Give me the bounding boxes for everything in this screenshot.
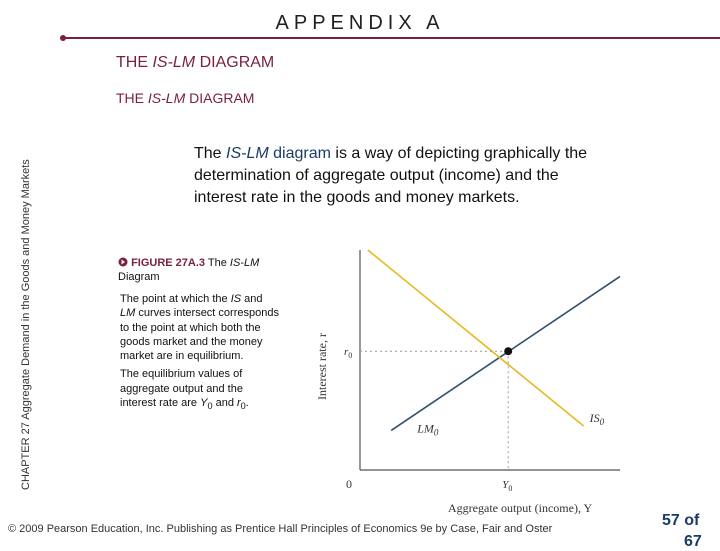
t1a: The point at which the [120,293,231,305]
figure-text-2 [120,367,280,413]
title-divider-dot-left [60,35,66,41]
series-layer [368,250,620,437]
t2b: Y [200,397,208,410]
slide-number: 57 of [662,512,700,529]
t2g: . [245,397,249,410]
slide-total: 67 [684,533,702,550]
figure-caption-suffix: Diagram [118,271,160,283]
series-label-is0: $IS_0$ [589,411,605,427]
x-axis-label: Aggregate output (income), Y [448,501,593,515]
figure-text-1 [120,292,280,363]
slide-title-suffix: DIAGRAM [195,54,275,71]
y-axis-label: Interest rate, r [315,333,329,400]
t2d: and [212,397,237,410]
t1c: and [241,293,263,305]
intro-highlight-em: IS-LM [226,145,269,162]
t2f: 0 [240,401,246,412]
figure-caption-prefix: The [205,257,230,269]
figure-caption [118,256,288,284]
figure-caption-em: IS-LM [229,257,260,269]
y-tick-label: $r_0$ [344,346,353,361]
figure-description [120,292,280,418]
section-title-prefix: THE [116,90,148,106]
footer-copyright: © 2009 Pearson Education, Inc. Publishing as Prentice Hall Principles of Economics 9e by Case, Fair and Oster [8,523,553,535]
title-divider [62,37,720,39]
intro-paragraph [194,143,614,209]
figure-marker-icon [118,257,128,269]
figure-label: FIGURE 27A.3 [131,257,206,269]
slide-title-prefix: THE [116,54,153,71]
intro-highlight-rest: diagram [268,145,331,162]
x-tick-label: $Y_0$ [502,479,513,493]
section-title [116,90,254,106]
t2a: The equilibrium values of aggregate output and the interest rate are [120,368,243,410]
chapter-label: CHAPTER 27 Aggregate Demand in the Goods and Money Markets [20,159,32,490]
t1b: IS [230,293,242,305]
t1d: LM [120,307,136,320]
equilibrium-point [504,347,512,355]
intro-suffix: is a way of depicting graphically the determination of aggregate output (income) and the interest rate in the goods and money markets. [194,145,588,206]
islm-chart [300,240,630,520]
t2e: r [237,397,241,410]
t1e: curves intersect corresponds to the point at which both the goods market and the money market are in equilibrium. [120,307,279,363]
t2c: 0 [207,401,213,412]
guide-layer [360,347,512,470]
intro-prefix: The [194,145,227,162]
section-title-suffix: DIAGRAM [185,90,255,106]
series-label-lm0: $LM_0$ [417,421,439,438]
intro-highlight [226,145,331,162]
series-line-is0 [368,250,584,426]
slide-title [116,54,274,72]
appendix-title: APPENDIX A [275,12,445,34]
origin-label: 0 [346,477,352,491]
section-title-em: IS-LM [147,90,186,106]
slide-title-em: IS-LM [152,54,196,71]
